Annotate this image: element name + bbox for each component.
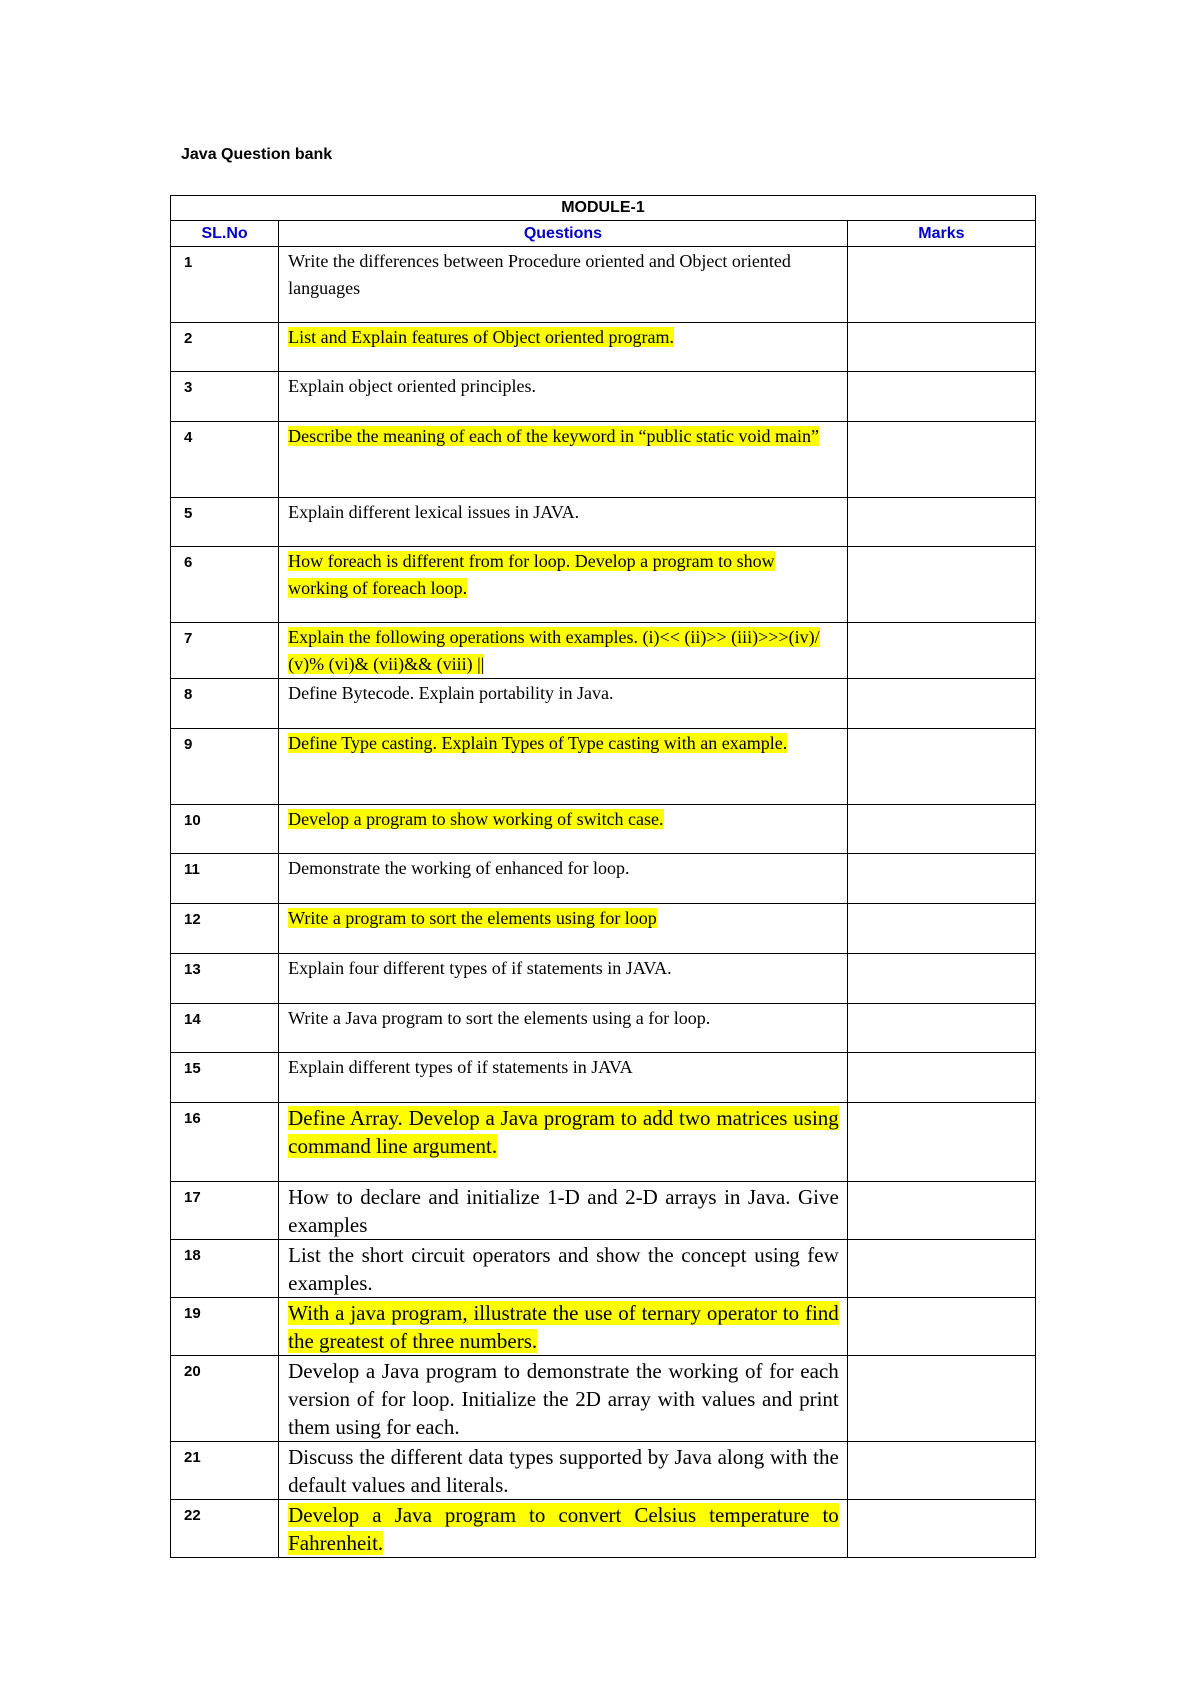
question-cell: [279, 547, 848, 623]
table-row: [171, 904, 1036, 954]
sl-number: 10: [171, 805, 279, 854]
table-row: [171, 854, 1036, 904]
question-text: Write a Java program to sort the elements using a for loop.: [288, 1008, 711, 1028]
question-cell: [279, 372, 848, 422]
question-text: Explain four different types of if statements in JAVA.: [288, 958, 672, 978]
sl-number: 9: [171, 729, 279, 805]
question-text: Define Type casting. Explain Types of Type casting with an example.: [288, 733, 788, 753]
table-row: [171, 1298, 1036, 1356]
marks-cell: [847, 1500, 1035, 1558]
question-cell: [279, 1103, 848, 1182]
question-text: Describe the meaning of each of the keyword in “public static void main”: [288, 426, 819, 446]
header-marks: Marks: [847, 221, 1035, 247]
table-row: [171, 623, 1036, 679]
sl-number: 14: [171, 1004, 279, 1053]
marks-cell: [847, 1240, 1035, 1298]
question-cell: [279, 1298, 848, 1356]
sl-number: 8: [171, 679, 279, 729]
sl-number: 11: [171, 854, 279, 904]
question-text: How foreach is different from for loop. Develop a program to show working of foreach loop.: [288, 551, 775, 598]
question-cell: [279, 1240, 848, 1298]
question-cell: [279, 323, 848, 372]
table-row: [171, 498, 1036, 547]
marks-cell: [847, 904, 1035, 954]
marks-cell: [847, 954, 1035, 1004]
module-row: [171, 196, 1036, 221]
question-cell: [279, 854, 848, 904]
marks-cell: [847, 623, 1035, 679]
question-text: How to declare and initialize 1-D and 2-D arrays in Java. Give examples: [288, 1185, 839, 1237]
marks-cell: [847, 729, 1035, 805]
table-row: [171, 1240, 1036, 1298]
question-cell: [279, 1500, 848, 1558]
question-text: Explain object oriented principles.: [288, 376, 537, 396]
question-text: Discuss the different data types supported by Java along with the default values and literals.: [288, 1445, 839, 1497]
header-row: [171, 221, 1036, 247]
table-row: [171, 805, 1036, 854]
marks-cell: [847, 1442, 1035, 1500]
sl-number: 7: [171, 623, 279, 679]
marks-cell: [847, 498, 1035, 547]
question-cell: [279, 1053, 848, 1103]
table-row: [171, 1182, 1036, 1240]
sl-number: 2: [171, 323, 279, 372]
table-row: [171, 1103, 1036, 1182]
table-row: [171, 1442, 1036, 1500]
marks-cell: [847, 547, 1035, 623]
sl-number: 3: [171, 372, 279, 422]
sl-number: 16: [171, 1103, 279, 1182]
header-questions: Questions: [279, 221, 848, 247]
question-text: Define Array. Develop a Java program to add two matrices using command line argument.: [288, 1106, 839, 1158]
sl-number: 13: [171, 954, 279, 1004]
question-cell: [279, 247, 848, 323]
table-row: [171, 323, 1036, 372]
sl-number: 12: [171, 904, 279, 954]
sl-number: 6: [171, 547, 279, 623]
page-title: Java Question bank: [181, 146, 333, 163]
header-sl: SL.No: [171, 221, 279, 247]
sl-number: 4: [171, 422, 279, 498]
table-row: [171, 679, 1036, 729]
table-row: [171, 1356, 1036, 1442]
question-cell: [279, 1442, 848, 1500]
table-row: [171, 729, 1036, 805]
question-text: Write the differences between Procedure oriented and Object oriented languages: [288, 251, 791, 298]
question-cell: [279, 904, 848, 954]
marks-cell: [847, 805, 1035, 854]
sl-number: 17: [171, 1182, 279, 1240]
question-cell: [279, 805, 848, 854]
question-text: Explain different lexical issues in JAVA.: [288, 502, 580, 522]
question-cell: [279, 679, 848, 729]
question-table: [170, 195, 1036, 1558]
table-row: [171, 422, 1036, 498]
marks-cell: [847, 1004, 1035, 1053]
question-text: Demonstrate the working of enhanced for loop.: [288, 858, 630, 878]
table-row: [171, 1004, 1036, 1053]
marks-cell: [847, 1053, 1035, 1103]
question-cell: [279, 1356, 848, 1442]
sl-number: 1: [171, 247, 279, 323]
marks-cell: [847, 1103, 1035, 1182]
sl-number: 21: [171, 1442, 279, 1500]
sl-number: 18: [171, 1240, 279, 1298]
sl-number: 20: [171, 1356, 279, 1442]
sl-number: 22: [171, 1500, 279, 1558]
question-cell: [279, 1004, 848, 1053]
marks-cell: [847, 1298, 1035, 1356]
question-text: Define Bytecode. Explain portability in Java.: [288, 683, 614, 703]
marks-cell: [847, 1356, 1035, 1442]
marks-cell: [847, 854, 1035, 904]
question-cell: [279, 623, 848, 679]
table-row: [171, 1500, 1036, 1558]
question-text: With a java program, illustrate the use of ternary operator to find the greatest of three numbers.: [288, 1301, 839, 1353]
question-cell: [279, 1182, 848, 1240]
question-cell: [279, 498, 848, 547]
question-text: Write a program to sort the elements using for loop: [288, 908, 657, 928]
table-row: [171, 1053, 1036, 1103]
question-text: Develop a Java program to convert Celsius temperature to Fahrenheit.: [288, 1503, 839, 1555]
question-cell: [279, 422, 848, 498]
question-text: Explain the following operations with examples. (i)<< (ii)>> (iii)>>>(iv)/ (v)% (vi)& (vii)&& (viii) ||: [288, 627, 820, 674]
sl-number: 15: [171, 1053, 279, 1103]
question-text: Explain different types of if statements in JAVA: [288, 1057, 633, 1077]
question-text: Develop a program to show working of switch case.: [288, 809, 664, 829]
marks-cell: [847, 679, 1035, 729]
table-row: [171, 547, 1036, 623]
question-cell: [279, 954, 848, 1004]
table-row: [171, 372, 1036, 422]
marks-cell: [847, 422, 1035, 498]
marks-cell: [847, 247, 1035, 323]
sl-number: 19: [171, 1298, 279, 1356]
table-row: [171, 954, 1036, 1004]
table-body: [171, 247, 1036, 1558]
module-title: MODULE-1: [171, 196, 1036, 221]
question-cell: [279, 729, 848, 805]
marks-cell: [847, 1182, 1035, 1240]
sl-number: 5: [171, 498, 279, 547]
question-text: Develop a Java program to demonstrate the working of for each version of for loop. Initialize the 2D array with values and print them using for each.: [288, 1359, 839, 1439]
question-text: List the short circuit operators and show the concept using few examples.: [288, 1243, 839, 1295]
marks-cell: [847, 323, 1035, 372]
question-text: List and Explain features of Object oriented program.: [288, 327, 674, 347]
marks-cell: [847, 372, 1035, 422]
table-row: [171, 247, 1036, 323]
